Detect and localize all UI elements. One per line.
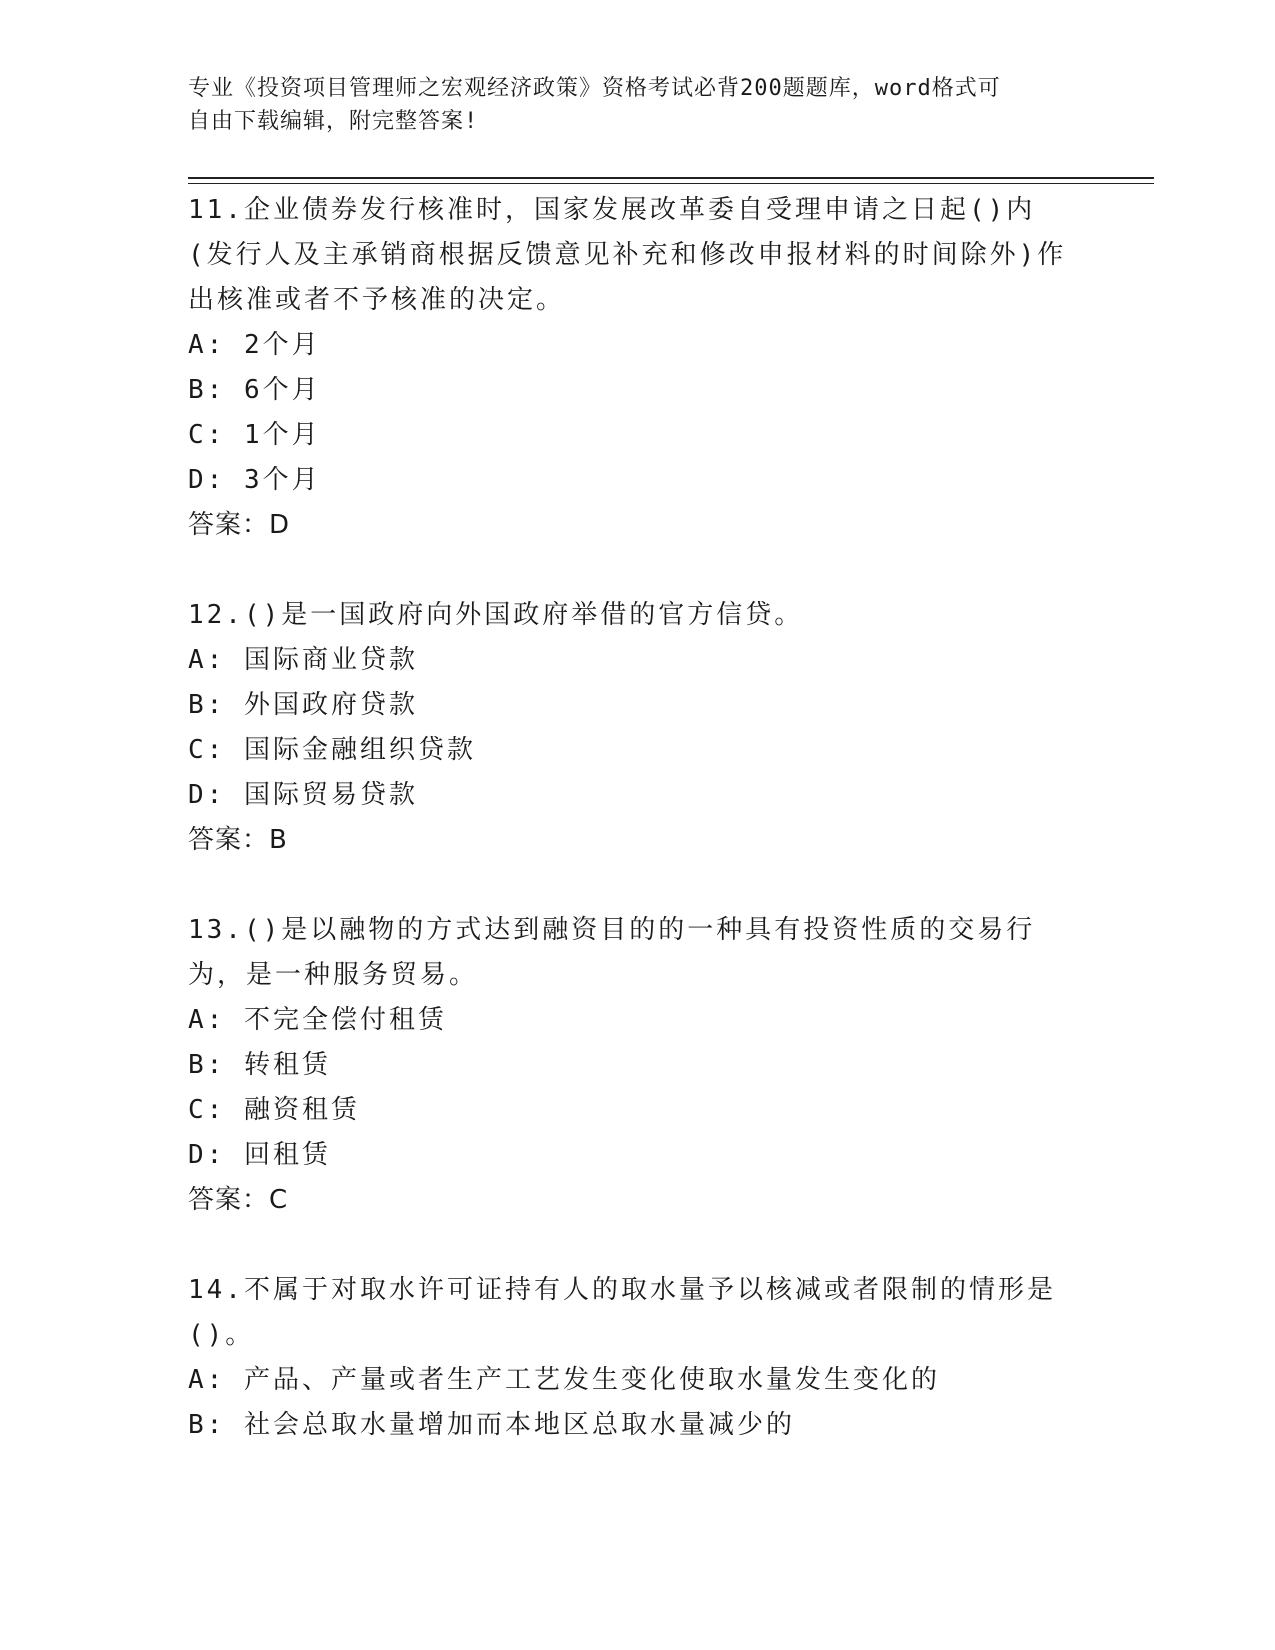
header-line-1: 专业《投资项目管理师之宏观经济政策》资格考试必背200题题库，word格式可 [188,76,1001,101]
header-line-2: 自由下载编辑，附完整答案! [188,109,479,134]
question-text: 13.()是以融物的方式达到融资目的的一种具有投资性质的交易行为，是一种服务贸易。 [188,915,1036,990]
option-a: A: 国际商业贷款 [188,645,418,675]
option-b: B: 6个月 [188,375,321,405]
answer: 答案：D [188,510,291,540]
question-list [188,188,1068,1448]
option-a: A: 产品、产量或者生产工艺发生变化使取水量发生变化的 [188,1365,940,1395]
spacer [188,1223,1068,1268]
option-b: B: 社会总取水量增加而本地区总取水量减少的 [188,1410,795,1440]
option-c: C: 国际金融组织贷款 [188,735,476,765]
header-rule [188,177,1154,179]
question-11 [188,188,1068,548]
option-a: A: 不完全偿付租赁 [188,1005,447,1035]
question-text: 14.不属于对取水许可证持有人的取水量予以核减或者限制的情形是()。 [188,1275,1056,1350]
header-rule-thin [188,183,1154,184]
answer: 答案：B [188,825,288,855]
option-d: D: 国际贸易贷款 [188,780,418,810]
spacer [188,548,1068,593]
option-c: C: 融资租赁 [188,1095,360,1125]
question-text: 11.企业债券发行核准时，国家发展改革委自受理申请之日起()内(发行人及主承销商根据反馈意见补充和修改申报材料的时间除外)作出核准或者不予核准的决定。 [188,195,1067,315]
page-header [188,72,1088,138]
question-12 [188,593,1068,863]
question-text: 12.()是一国政府向外国政府举借的官方信贷。 [188,600,804,630]
option-b: B: 外国政府贷款 [188,690,418,720]
answer: 答案：C [188,1185,289,1215]
option-a: A: 2个月 [188,330,321,360]
option-b: B: 转租赁 [188,1050,331,1080]
spacer [188,863,1068,908]
question-13 [188,908,1068,1223]
option-d: D: 回租赁 [188,1140,331,1170]
option-d: D: 3个月 [188,465,321,495]
option-c: C: 1个月 [188,420,321,450]
question-14 [188,1268,1068,1448]
